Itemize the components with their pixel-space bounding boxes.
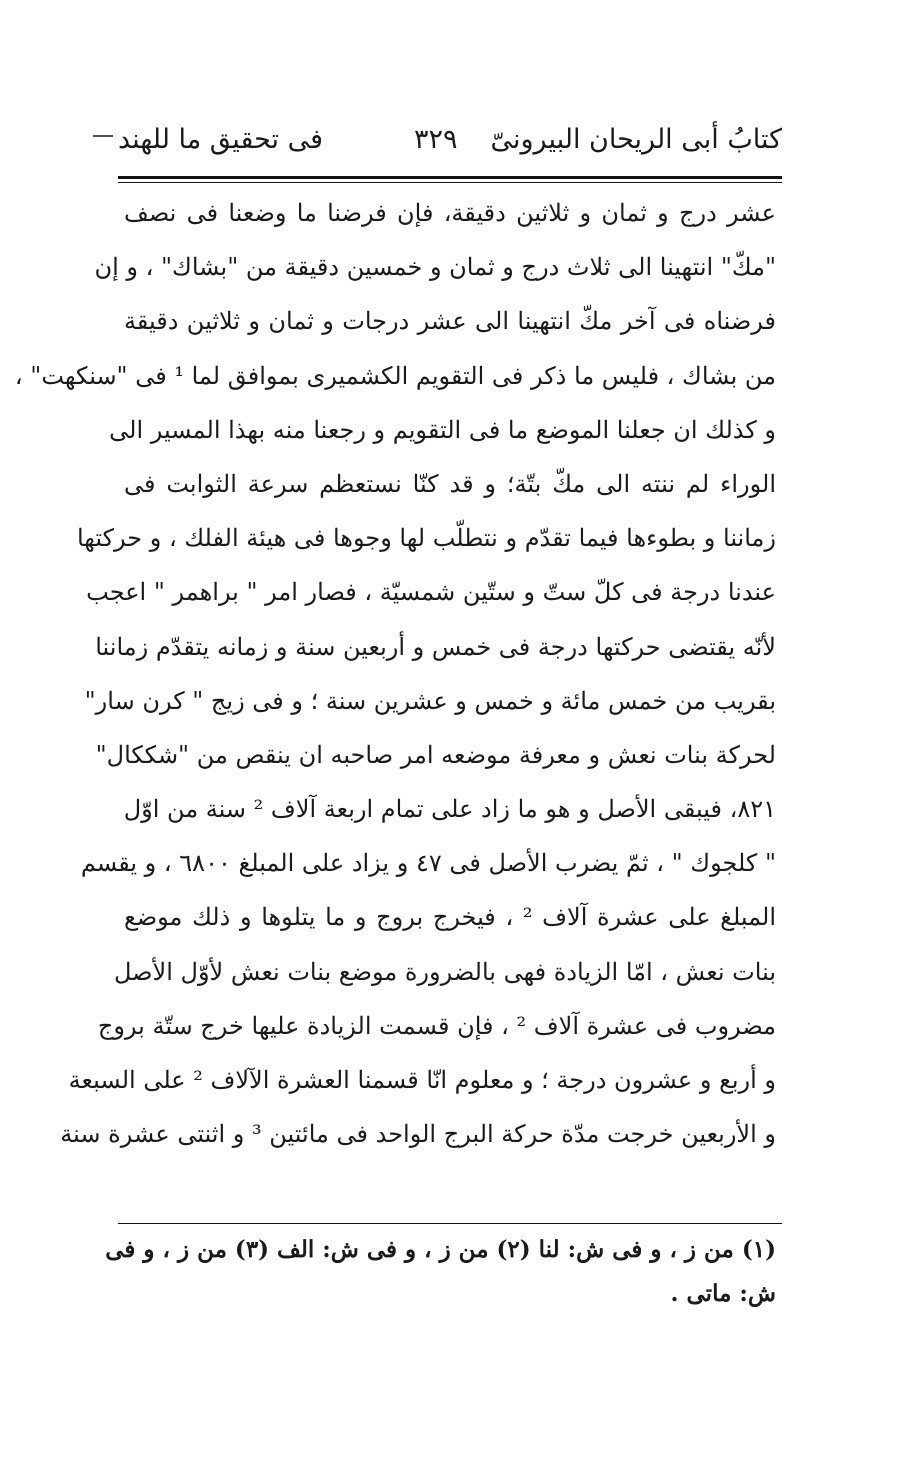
text-line: و الأربعين خرجت مدّة حركة البرج الواحد فى مائتين ³ و اثنتى عشرة سنة (60, 1120, 776, 1149)
page-number: ٣٢٩ (414, 124, 458, 155)
header-rule-thin (118, 182, 782, 183)
text-line: " كلجوك " ، ثمّ يضرب الأصل فى ٤٧ و يزاد على المبلغ ٦٨٠٠ ، و يقسم (80, 849, 776, 878)
text-line: مضروب فى عشرة آلاف ² ، فإن قسمت الزيادة عليها خرج ستّة بروج (97, 1011, 776, 1040)
footnotes (105, 1228, 776, 1316)
text-line: فرضناه فى آخر مكّ انتهينا الى عشر درجات و ثمان و ثلاثين دقيقة (124, 307, 776, 336)
text-line: "مكّ" انتهينا الى ثلاث درج و ثمان و خمسين دقيقة من "بشاك" ، و إن (94, 253, 776, 282)
text-line: عشر درج و ثمان و ثلاثين دقيقة، فإن فرضنا ما وضعنا فى نصف (124, 199, 776, 227)
header-subtitle: فى تحقيق ما للهند (118, 124, 324, 155)
text-line: و كذلك ان جعلنا الموضع ما فى التقويم و رجعنا منه بهذا المسير الى (109, 415, 776, 444)
header-rule-thick (118, 176, 782, 179)
margin-mark (93, 135, 113, 137)
text-line: المبلغ على عشرة آلاف ² ، فيخرج بروج و ما يتلوها و ذلك موضع (124, 903, 776, 932)
footnote-line: (١) من ز ، و فى ش: لنا (٢) من ز ، و فى ش: الف (٣) من ز ، و فى (105, 1236, 776, 1263)
footnote-rule (118, 1223, 782, 1224)
text-line: زماننا و بطوءها فيما تقدّم و نتطلّب لها وجوها فى هيئة الفلك ، و حركتها (76, 524, 776, 553)
footnote-line: ش: ماتى . (670, 1280, 776, 1307)
text-line: عندنا درجة فى كلّ ستّ و ستّين شمسيّة ، فصار امر " براهمر " اعجب (86, 578, 776, 607)
text-line: من بشاك ، فليس ما ذكر فى التقويم الكشميرى بموافق لما ¹ فى "سنكهت" ، (14, 361, 776, 390)
text-line: بقريب من خمس مائة و خمس و عشرين سنة ؛ و فى زيج " كرن سار" (84, 686, 776, 715)
main-text (14, 186, 776, 1161)
text-line: ٨٢١، فيبقى الأصل و هو ما زاد على تمام اربعة آلاف ² سنة من اوّل (123, 795, 776, 824)
text-line: بنات نعش ، امّا الزيادة فهى بالضرورة موضع بنات نعش لأوّل الأصل (113, 957, 776, 986)
running-header (118, 118, 782, 170)
text-line: و أربع و عشرون درجة ؛ و معلوم انّا قسمنا العشرة الآلاف ² على السبعة (68, 1066, 776, 1094)
text-line: لحركة بنات نعش و معرفة موضعه امر صاحبه ان ينقص من "شككال" (95, 740, 776, 769)
text-line: لأنّه يقتضى حركتها درجة فى خمس و أربعين سنة و زمانه يتقدّم زماننا (95, 632, 776, 661)
text-line: الوراء لم ننته الى مكّ بتّة؛ و قد كنّا نستعظم سرعة الثوابت فى (124, 469, 776, 498)
header-book-title: كتابُ أبى الريحان البيرونىّ (490, 124, 782, 155)
